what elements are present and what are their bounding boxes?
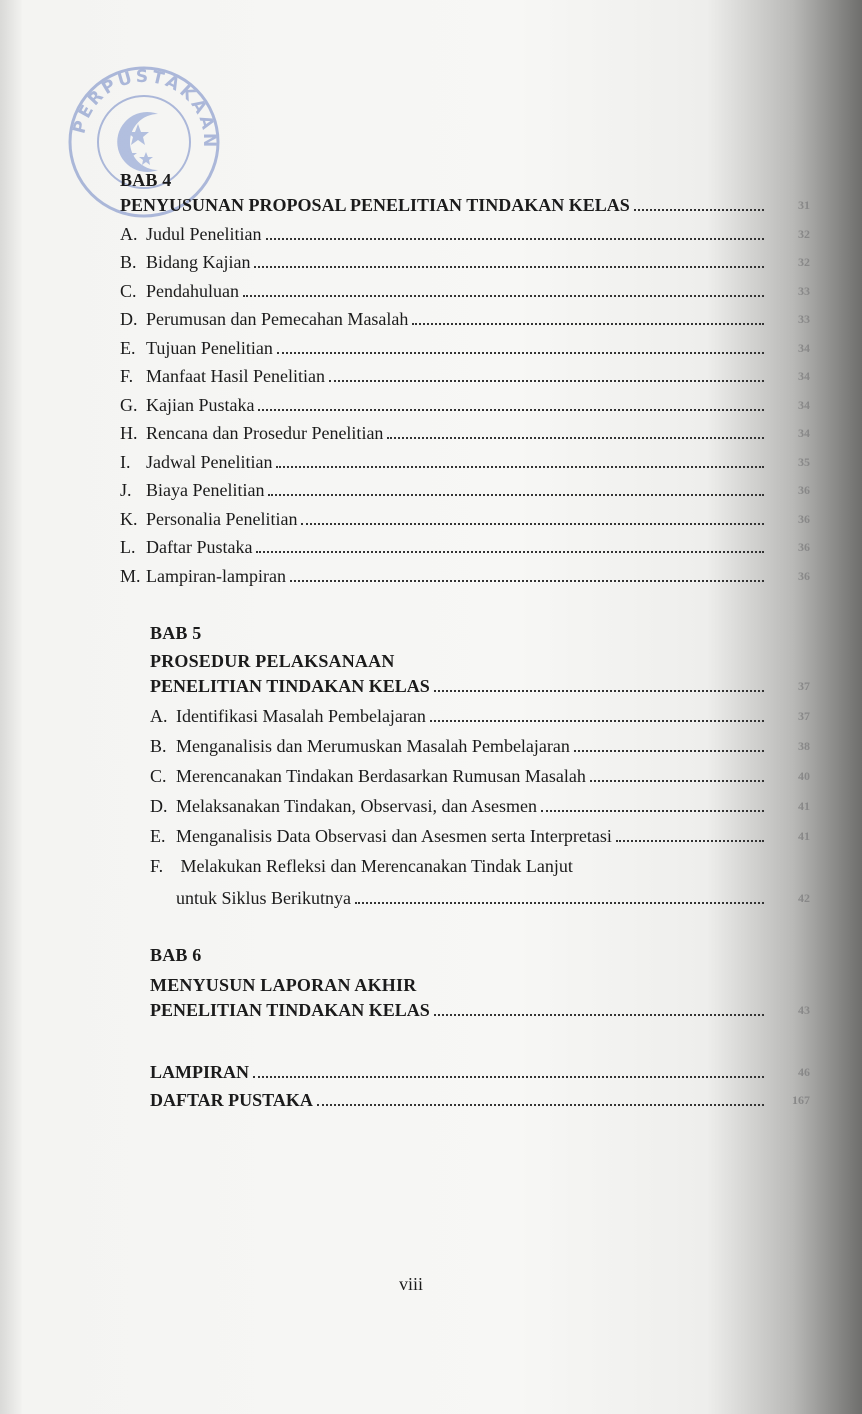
leader-dots: [329, 379, 764, 382]
item-letter: F.: [120, 366, 134, 386]
svg-text:PERPUSTAKAAN: [69, 67, 219, 150]
leader-dots: [434, 1013, 764, 1016]
item-text: untuk Siklus Berikutnya: [176, 887, 351, 908]
toc-item-row[interactable]: [120, 245, 810, 274]
leader-dots: [541, 809, 764, 812]
leader-dots: [616, 839, 764, 842]
item-letter: A.: [150, 705, 168, 726]
bab6-title-row[interactable]: [150, 997, 810, 1021]
item-letter: D.: [150, 795, 168, 816]
item-letter: H.: [120, 423, 138, 443]
item-letter: A.: [120, 223, 138, 244]
item-letter: E.: [120, 337, 136, 358]
bab6-label: BAB 6: [150, 944, 202, 965]
bab4-title-row[interactable]: [120, 192, 810, 216]
item-letter: D.: [120, 309, 138, 329]
item-text: Menganalisis Data Observasi dan Asesmen serta Interpretasi: [176, 825, 612, 846]
item-letter: G.: [120, 394, 138, 415]
item-letter: L.: [120, 537, 136, 557]
leader-dots: [574, 749, 764, 752]
item-text: Jadwal Penelitian: [146, 451, 273, 472]
item-page-number: 32: [798, 255, 810, 269]
toc-item-row[interactable]: [120, 330, 810, 359]
leader-dots: [355, 901, 764, 904]
bab5-title-line2: PENELITIAN TINDAKAN KELAS: [150, 675, 430, 696]
leader-dots: [258, 408, 764, 411]
item-text: Melakukan Refleksi dan Merencanakan Tindak Lanjut: [180, 855, 573, 876]
item-letter: B.: [120, 252, 137, 272]
bab5-items: [150, 697, 810, 847]
item-text: Manfaat Hasil Penelitian: [146, 366, 325, 386]
item-page-number: 42: [798, 890, 810, 905]
bab4-title: PENYUSUNAN PROPOSAL PENELITIAN TINDAKAN KELAS: [120, 195, 630, 215]
leader-dots: [253, 1075, 764, 1078]
leader-dots: [276, 465, 764, 468]
toc-item-row[interactable]: [120, 530, 810, 559]
item-letter: J.: [120, 480, 132, 500]
bab6-title-line1: MENYUSUN LAPORAN AKHIR: [150, 974, 417, 995]
item-page-number: 34: [798, 426, 810, 440]
stamp-text: PERPUSTAKAAN: [69, 66, 220, 151]
page-number-footer: viii: [398, 1274, 423, 1294]
toc-item-row[interactable]: [120, 302, 810, 331]
leader-dots: [317, 1103, 764, 1106]
item-text: Menganalisis dan Merumuskan Masalah Pembelajaran: [176, 735, 570, 756]
toc-item-row[interactable]: [120, 359, 810, 388]
toc-item-row[interactable]: [120, 473, 810, 502]
leader-dots: [268, 493, 764, 496]
toc-item-row[interactable]: [120, 416, 810, 445]
table-of-contents: [120, 168, 810, 1111]
item-page-number: 38: [798, 738, 810, 753]
toc-item-row[interactable]: [150, 727, 810, 757]
toc-item-row[interactable]: [150, 787, 810, 817]
leader-dots: [256, 550, 764, 553]
item-text: Lampiran-lampiran: [146, 565, 286, 586]
leader-dots: [254, 265, 764, 268]
toc-item-row[interactable]: [120, 387, 810, 416]
item-page-number: 36: [798, 511, 810, 526]
toc-item-row[interactable]: [120, 501, 810, 530]
item-page-number: 34: [798, 397, 810, 412]
item-text: Bidang Kajian: [146, 252, 251, 272]
leader-dots: [301, 522, 764, 525]
bab6-title-line2: PENELITIAN TINDAKAN KELAS: [150, 999, 430, 1020]
lampiran-title: LAMPIRAN: [150, 1061, 249, 1082]
item-letter: C.: [150, 765, 167, 786]
item-text: Rencana dan Prosedur Penelitian: [146, 423, 384, 443]
toc-item-row[interactable]: [150, 697, 810, 727]
item-text: Merencanakan Tindakan Berdasarkan Rumusan Masalah: [176, 765, 586, 786]
bab5-page-number: 37: [798, 678, 810, 693]
item-letter: B.: [150, 735, 167, 756]
leader-dots: [634, 208, 764, 211]
leader-dots: [590, 779, 764, 782]
item-text: Judul Penelitian: [146, 223, 262, 244]
bab4-page-number: 31: [798, 198, 810, 212]
bab5-label: BAB 5: [150, 622, 202, 643]
item-page-number: 37: [798, 708, 810, 723]
daftar-pustaka-title: DAFTAR PUSTAKA: [150, 1089, 313, 1110]
item-text: Melaksanakan Tindakan, Observasi, dan Asesmen: [176, 795, 537, 816]
toc-item-row[interactable]: [120, 558, 810, 587]
item-page-number: 34: [798, 340, 810, 355]
bab5-item-f-line1[interactable]: [150, 847, 810, 877]
item-text: Biaya Penelitian: [146, 480, 265, 500]
leader-dots: [243, 294, 764, 297]
item-page-number: 35: [798, 454, 810, 469]
daftar-pustaka-page-number: 167: [792, 1092, 810, 1107]
toc-item-row[interactable]: [120, 273, 810, 302]
item-page-number: 33: [798, 312, 810, 326]
lampiran-row[interactable]: [150, 1055, 810, 1083]
leader-dots: [290, 579, 764, 582]
leader-dots: [277, 351, 764, 354]
leader-dots: [387, 436, 764, 439]
item-page-number: 32: [798, 226, 810, 241]
toc-item-row[interactable]: [120, 216, 810, 245]
item-page-number: 41: [798, 828, 810, 843]
item-letter: M.: [120, 565, 141, 586]
bab4-label: BAB 4: [120, 170, 172, 190]
bab5-title-row[interactable]: [150, 673, 810, 697]
leader-dots: [412, 322, 764, 325]
item-page-number: 36: [798, 483, 810, 497]
item-letter: I.: [120, 451, 131, 472]
item-page-number: 34: [798, 369, 810, 383]
bab5-item-f-line2[interactable]: [150, 877, 810, 909]
bab5-title-line1: PROSEDUR PELAKSANAAN: [150, 650, 395, 671]
item-letter: K.: [120, 508, 138, 529]
item-text: Personalia Penelitian: [146, 508, 298, 529]
item-text: Tujuan Penelitian: [146, 337, 273, 358]
bab4-items: [120, 216, 810, 587]
toc-item-row[interactable]: [120, 444, 810, 473]
bab6-page-number: 43: [798, 1002, 810, 1017]
item-text: Daftar Pustaka: [146, 537, 253, 557]
item-page-number: 36: [798, 540, 810, 554]
leader-dots: [266, 237, 765, 240]
item-text: Pendahuluan: [146, 280, 239, 301]
page-binding-edge: [0, 0, 22, 1414]
lampiran-page-number: 46: [798, 1064, 810, 1079]
toc-item-row[interactable]: [150, 757, 810, 787]
item-text: Kajian Pustaka: [146, 394, 255, 415]
item-letter: C.: [120, 280, 137, 301]
item-text: Perumusan dan Pemecahan Masalah: [146, 309, 409, 329]
daftar-pustaka-row[interactable]: [150, 1083, 810, 1111]
item-page-number: 36: [798, 568, 810, 583]
item-letter: F.: [150, 855, 164, 876]
leader-dots: [434, 689, 764, 692]
item-page-number: 33: [798, 283, 810, 298]
toc-item-row[interactable]: [150, 817, 810, 847]
item-text: Identifikasi Masalah Pembelajaran: [176, 705, 426, 726]
item-page-number: 40: [798, 768, 810, 783]
item-letter: E.: [150, 825, 166, 846]
item-page-number: 41: [798, 798, 810, 813]
leader-dots: [430, 719, 764, 722]
